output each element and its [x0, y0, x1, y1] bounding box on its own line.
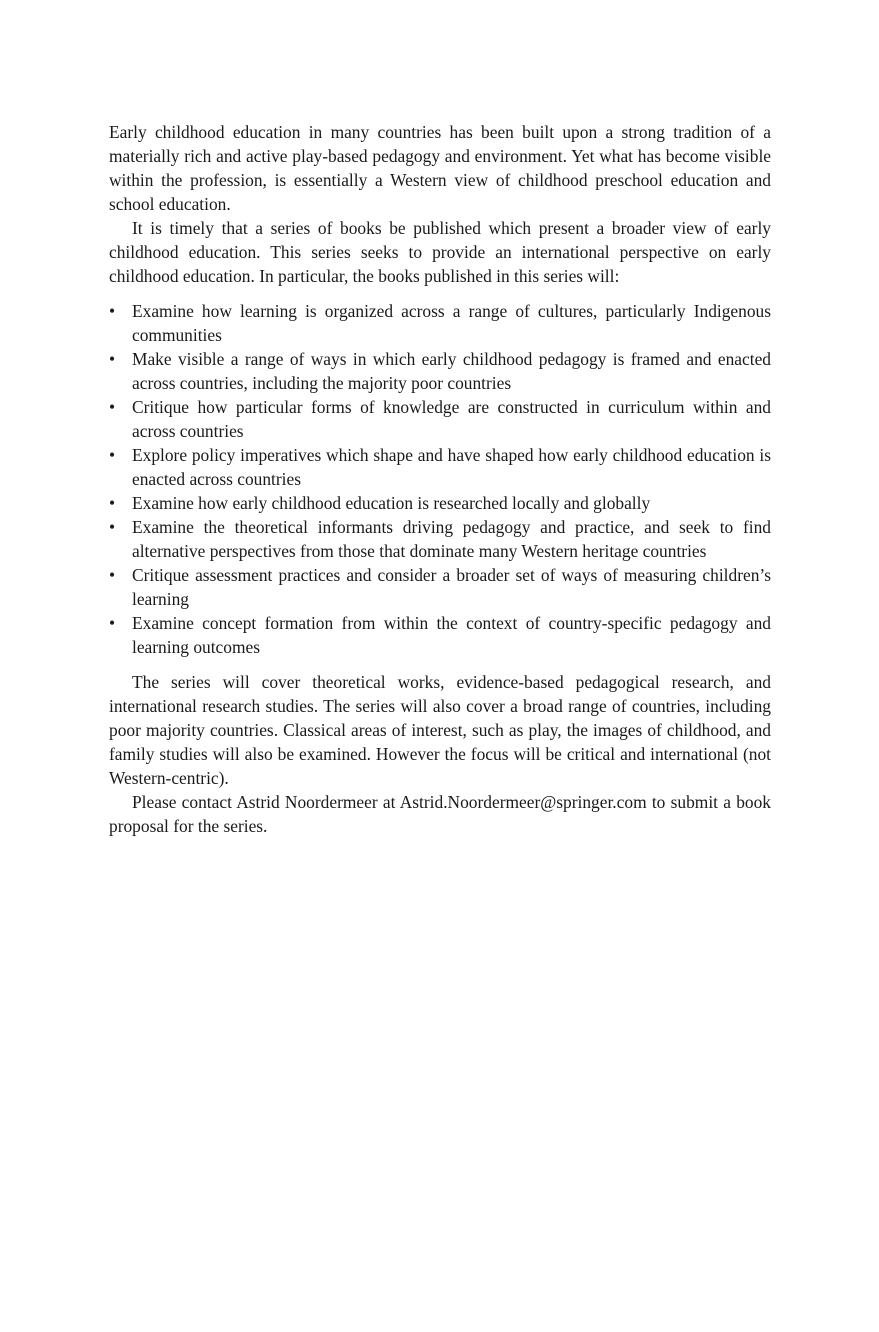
list-item-text: Examine concept formation from within the context of country-specific pedagogy and learning outcomes — [132, 613, 771, 657]
contact-paragraph: Please contact Astrid Noordermeer at Astrid.Noordermeer@springer.com to submit a book proposal for the series. — [109, 792, 771, 836]
list-item-text: Critique how particular forms of knowledge are constructed in curriculum within and across countries — [132, 397, 771, 441]
list-item — [109, 515, 771, 563]
list-item — [109, 443, 771, 491]
series-aims-list — [109, 299, 771, 659]
list-item-text: Critique assessment practices and consider a broader set of ways of measuring children’s learning — [132, 565, 771, 609]
bullet-icon: • — [109, 493, 116, 513]
list-item — [109, 563, 771, 611]
series-coverage-paragraph: The series will cover theoretical works, evidence-based pedagogical research, and international research studies. The series will also cover a broad range of countries, including poor majority countries. Classical areas of interest, such as play, the images of childhood, and family studies will also be examined. However the focus will be critical and international (not Western-centric). — [109, 672, 771, 788]
bullet-icon: • — [109, 613, 116, 633]
document-page — [109, 120, 771, 838]
series-purpose-paragraph: It is timely that a series of books be published which present a broader view of early childhood education. This series seeks to provide an international perspective on early childhood education. In particular, the books published in this series will: — [109, 218, 771, 286]
bullet-icon: • — [109, 397, 116, 417]
bullet-icon: • — [109, 565, 116, 585]
list-item-text: Examine how early childhood education is researched locally and globally — [132, 493, 651, 513]
list-item — [109, 491, 771, 515]
list-item-text: Make visible a range of ways in which early childhood pedagogy is framed and enacted across countries, including the majority poor countries — [132, 349, 771, 393]
list-item — [109, 299, 771, 347]
list-item — [109, 611, 771, 659]
list-item — [109, 347, 771, 395]
list-item-text: Explore policy imperatives which shape and have shaped how early childhood education is enacted across countries — [132, 445, 771, 489]
list-item — [109, 395, 771, 443]
bullet-icon: • — [109, 301, 116, 321]
list-item-text: Examine how learning is organized across a range of cultures, particularly Indigenous communities — [132, 301, 771, 345]
intro-paragraph: Early childhood education in many countries has been built upon a strong tradition of a materially rich and active play-based pedagogy and environment. Yet what has become visible within the profession, is essentially a Western view of childhood preschool education and school education. — [109, 122, 771, 214]
bullet-icon: • — [109, 349, 116, 369]
list-item-text: Examine the theoretical informants driving pedagogy and practice, and seek to find alternative perspectives from those that dominate many Western heritage countries — [132, 517, 771, 561]
bullet-icon: • — [109, 445, 116, 465]
bullet-icon: • — [109, 517, 116, 537]
